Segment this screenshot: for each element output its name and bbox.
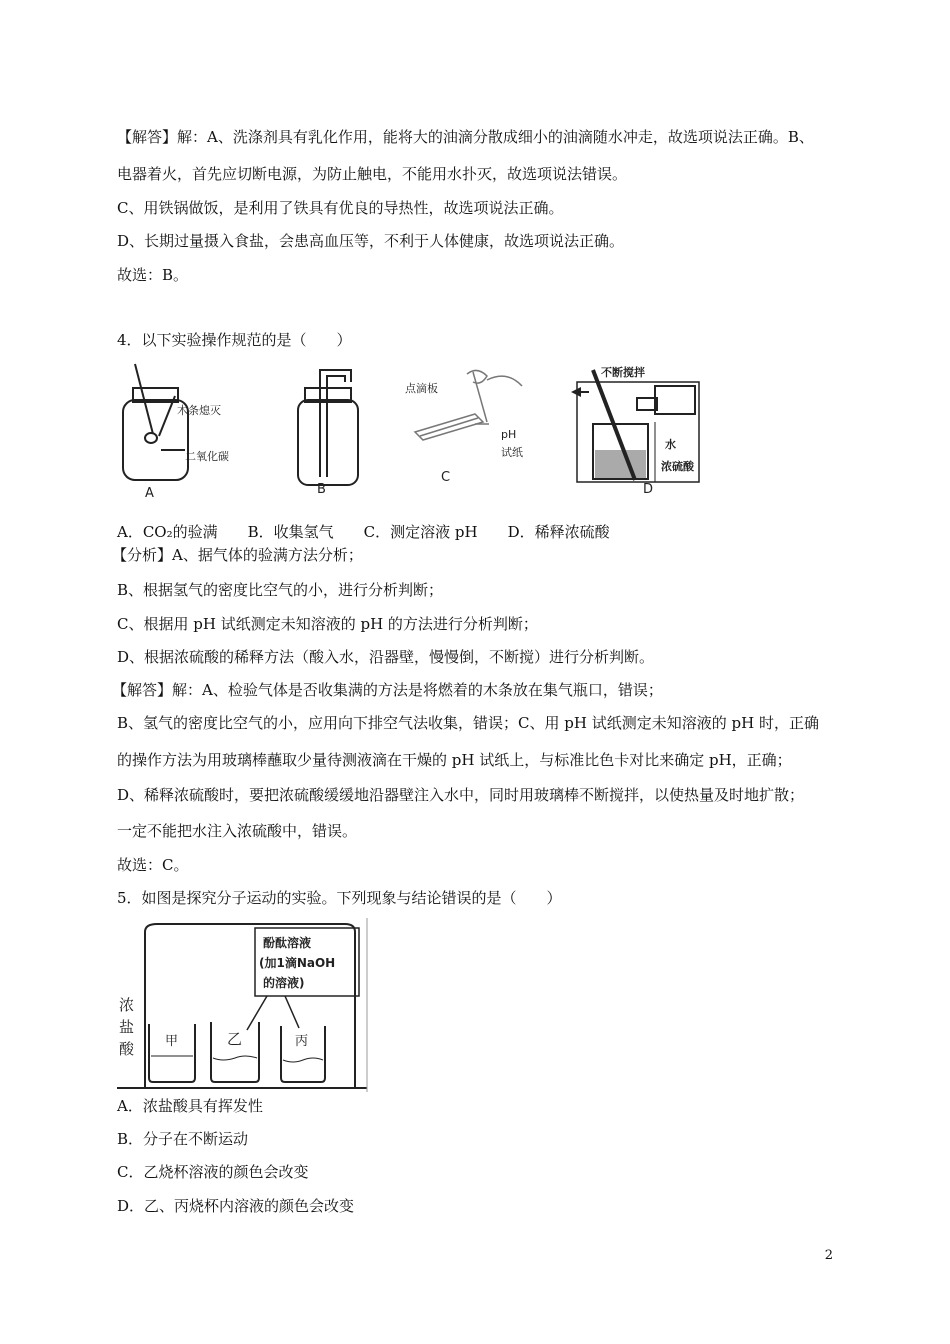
q5-label-phenol-2: (加1滴NaOH xyxy=(259,956,336,970)
q4-a-label-wood: 木条熄灭 xyxy=(177,404,221,417)
q4-caption-a: A xyxy=(145,486,154,501)
q5-option-b: B．分子在不断运动 xyxy=(117,1130,249,1148)
q4-choice: 故选：C。 xyxy=(117,856,189,874)
q4-caption-d: D xyxy=(643,482,654,497)
q4-answer-line-3: 的操作方法为用玻璃棒蘸取少量待测液滴在干燥的 pH 试纸上，与标准比色卡对比来确定 pH，正确； xyxy=(117,751,792,769)
q4-c-label-paper: 试纸 xyxy=(501,446,523,459)
q4-c-label-ph: pH xyxy=(501,428,517,441)
q5-figure xyxy=(117,918,369,1092)
q3-answer-line-2: 电器着火，首先应切断电源，为防止触电，不能用水扑灭，故选项说法错误。 xyxy=(117,165,628,183)
q5-beaker-bing: 丙 xyxy=(295,1034,309,1049)
q5-figure-drawing xyxy=(117,918,369,1092)
q4-analysis-line-1: 【分析】A、据气体的验满方法分析； xyxy=(112,546,363,564)
q5-beaker-yi: 乙 xyxy=(227,1030,243,1048)
q4-analysis-line-2: B、根据氢气的密度比空气的小，进行分析判断； xyxy=(117,581,444,599)
q3-answer-line-1: 【解答】解：A、洗涤剂具有乳化作用，能将大的油滴分散成细小的油滴随水冲走，故选项说法正确。B、 xyxy=(117,128,814,146)
q5-option-c: C．乙烧杯溶液的颜色会改变 xyxy=(117,1163,309,1181)
q3-answer-line-4: D、长期过量摄入食盐，会患高血压等，不利于人体健康，故选项说法正确。 xyxy=(117,232,625,250)
q5-label-phenol-1: 酚酞溶液 xyxy=(263,936,312,950)
q4-answer-line-2: B、氢气的密度比空气的小，应用向下排空气法收集，错误；C、用 pH 试纸测定未知溶液的 pH 时，正确 xyxy=(117,714,819,732)
q4-d-label-water: 水 xyxy=(665,438,676,451)
q4-caption-c: C xyxy=(441,470,451,485)
q4-caption-b: B xyxy=(317,482,326,497)
q4-options: A．CO₂的验满 B．收集氢气 C．测定溶液 pH D．稀释浓硫酸 xyxy=(117,523,610,541)
q4-c-label-plate: 点滴板 xyxy=(405,382,438,395)
q4-answer-line-5: 一定不能把水注入浓硫酸中，错误。 xyxy=(117,822,358,840)
q5-label-phenol-3: 的溶液) xyxy=(263,976,305,990)
q4-question: 4．以下实验操作规范的是（ ） xyxy=(117,331,352,349)
q5-beaker-jia: 甲 xyxy=(165,1034,179,1049)
q5-question: 5．如图是探究分子运动的实验。下列现象与结论错误的是（ ） xyxy=(117,889,562,907)
q5-option-a: A．浓盐酸具有挥发性 xyxy=(117,1097,263,1115)
q4-d-label-acid: 浓硫酸 xyxy=(661,460,694,473)
q4-a-label-co2: 二氧化碳 xyxy=(185,450,229,463)
q4-analysis-line-4: D、根据浓硫酸的稀释方法（酸入水，沿器壁，慢慢倒，不断搅）进行分析判断。 xyxy=(117,648,655,666)
q5-option-d: D．乙、丙烧杯内溶液的颜色会改变 xyxy=(117,1197,355,1215)
q3-answer-line-3: C、用铁锅做饭，是利用了铁具有优良的导热性，故选项说法正确。 xyxy=(117,199,564,217)
q3-choice: 故选：B。 xyxy=(117,266,189,284)
q4-answer-line-4: D、稀释浓硫酸时，要把浓硫酸缓缓地沿器壁注入水中，同时用玻璃棒不断搅拌，以使热量及时地扩散； xyxy=(117,786,805,804)
q4-figure xyxy=(115,362,705,502)
q5-label-hcl-3: 酸 xyxy=(119,1040,135,1058)
q4-d-label-stir: 不断搅拌 xyxy=(601,366,645,379)
q4-answer-line-1: 【解答】解：A、检验气体是否收集满的方法是将燃着的木条放在集气瓶口，错误； xyxy=(112,681,663,699)
q4-analysis-line-3: C、根据用 pH 试纸测定未知溶液的 pH 的方法进行分析判断； xyxy=(117,615,538,633)
page-number: 2 xyxy=(824,1248,833,1263)
q5-label-hcl-1: 浓 xyxy=(119,996,135,1014)
q5-label-hcl-2: 盐 xyxy=(119,1018,135,1036)
